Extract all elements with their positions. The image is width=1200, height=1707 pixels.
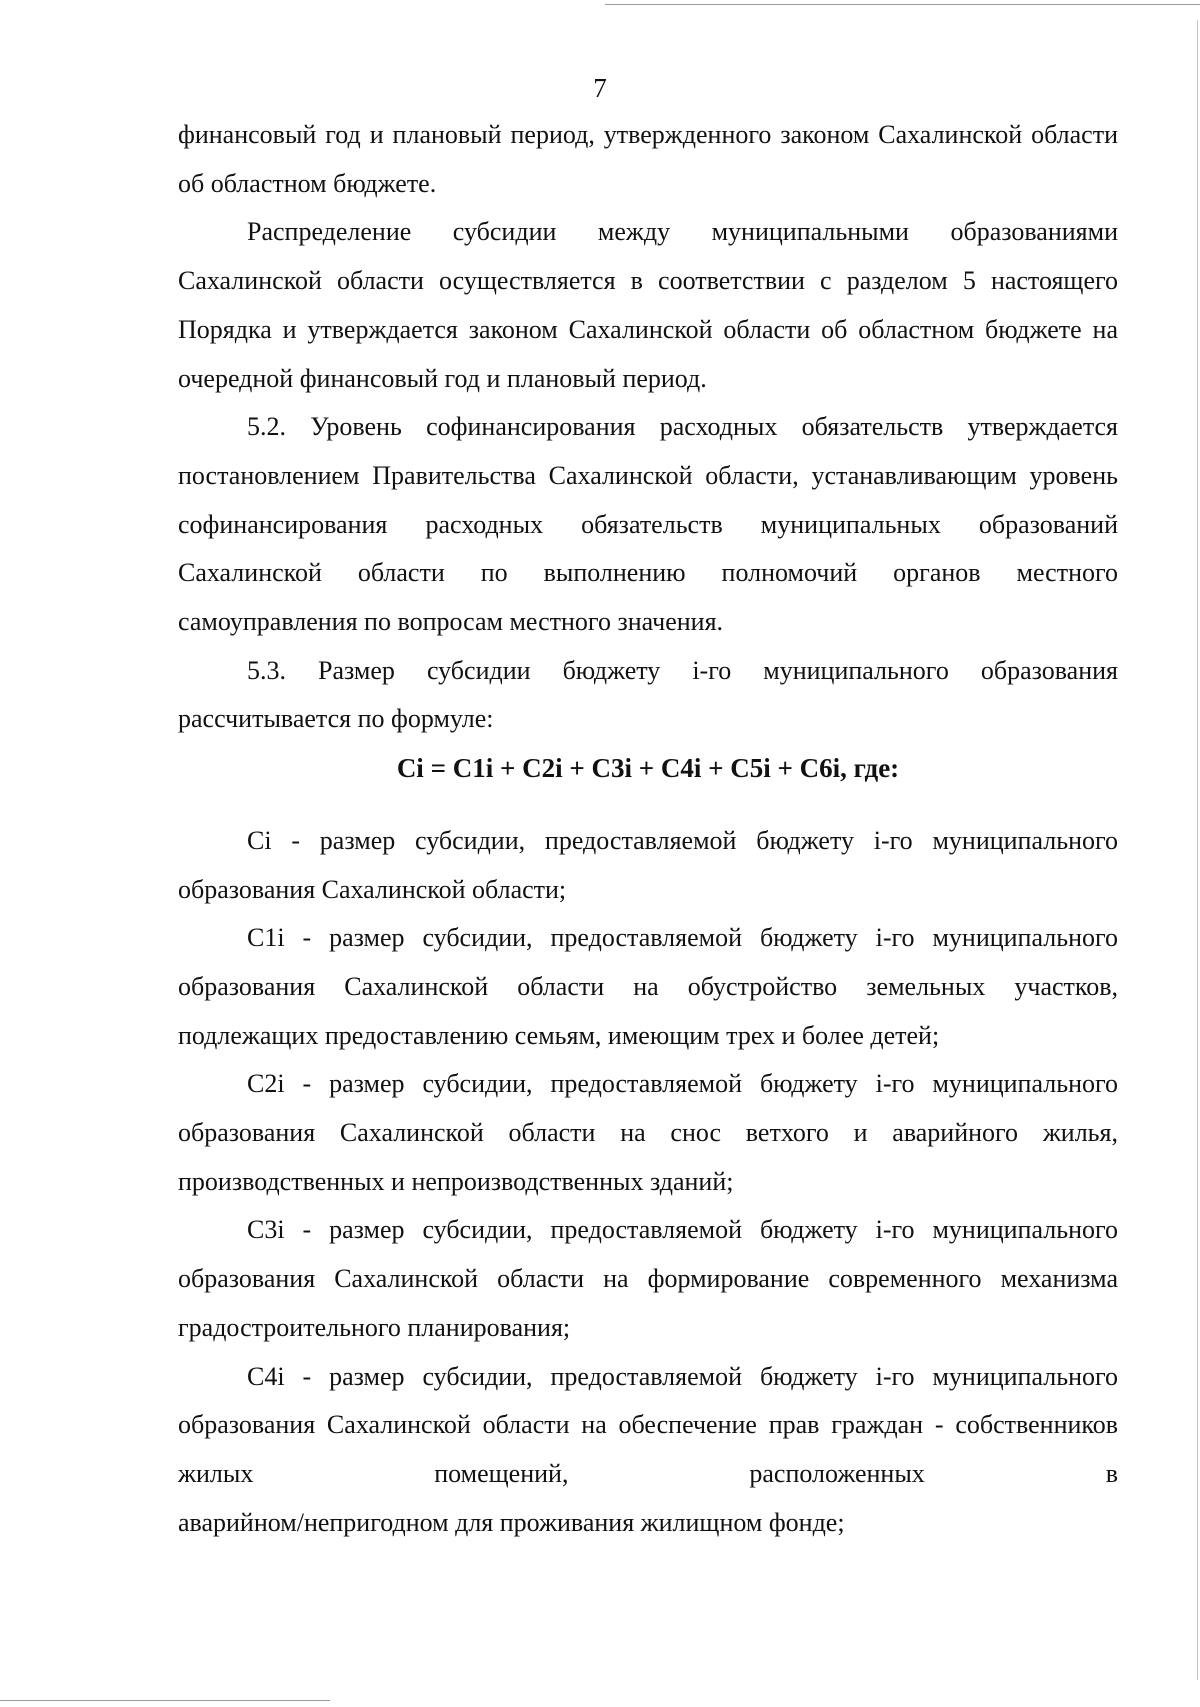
paragraph: аварийном/непригодном для проживания жилищном фонде; [178,1507,845,1537]
paragraph: C4i - размер субсидии, предоставляемой бюджету i-го муниципального образования Сахалинской области на обеспечение прав граждан - собственников жилых помещений, расположенных в [178,1361,1118,1488]
paragraph: Ci - размер субсидии, предоставляемой бюджету i-го муниципального образования Сахалинской области; [178,825,1118,904]
paragraph: C2i - размер субсидии, предоставляемой бюджету i-го муниципального образования Сахалинской области на снос ветхого и аварийного жилья, производственных и непроизводственных зданий; [178,1069,1118,1196]
paragraph: финансовый год и плановый период, утвержденного законом Сахалинской области об областном бюджете. [178,120,1118,198]
page-number: 7 [593,73,607,103]
paragraph: 5.2. Уровень софинансирования расходных обязательств утверждается постановлением Правительства Сахалинской области, устанавливающим уровень софинансирования расходных обязательств муниципальных образований Сахалинской области по выполнению полномочий органов местного самоуправления по вопросам местного значения. [178,412,1118,637]
paragraph: C3i - размер субсидии, предоставляемой бюджету i-го муниципального образования Сахалинской области на формирование современного механизма градостроительного планирования; [178,1215,1118,1342]
paragraph: Распределение субсидии между муниципальными образованиями Сахалинской области осуществляется в соответствии с разделом 5 настоящего Порядка и утверждается законом Сахалинской области об областном бюджете на очередной финансовый год и плановый период. [178,217,1118,393]
paragraph: 5.3. Размер субсидии бюджету i-го муниципального образования рассчитывается по формуле: [178,655,1118,734]
paragraph: C1i - размер субсидии, предоставляемой бюджету i-го муниципального образования Сахалинской области на обустройство земельных участков, подлежащих предоставлению семьям, имеющим трех и более детей; [178,923,1118,1050]
scan-edge-line [1197,20,1198,1680]
body-text [178,111,1118,1547]
scan-edge-line [0,1700,330,1701]
formula: Ci = C1i + C2i + C3i + C4i + C5i + C6i, где: [396,753,900,784]
scan-edge-line [605,4,1200,5]
